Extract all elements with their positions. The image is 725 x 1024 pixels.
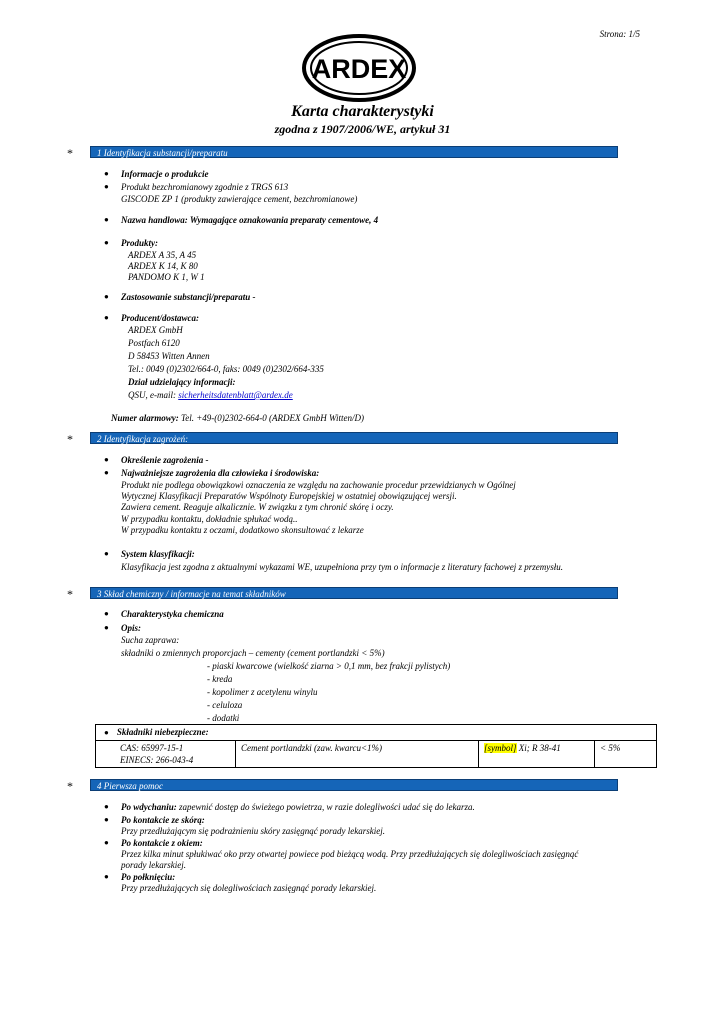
skin-contact-text: Przy przedłużającym się podrażnieniu skóry zasięgnąć porady lekarskiej. [121, 826, 385, 836]
classification-system-text: Klasyfikacja jest zgodna z aktualnymi wykazami WE, uzupełniona przy tym o informacje z literatury fachowej z przemysłu. [121, 562, 563, 572]
product-item: ARDEX K 14, K 80 [128, 261, 198, 271]
table-header: Składniki niebezpieczne: [116, 727, 209, 737]
eye-contact-line: Przez kilka minut spłukiwać oko przy otwartej powiece pod bieżącą wodą. Przy przedłużających się dolegliwościach zasięgnąć [121, 849, 579, 859]
alarm-label: Numer alarmowy: [111, 413, 179, 423]
product-item: ARDEX A 35, A 45 [128, 250, 197, 260]
skin-contact-label: Po kontakcie ze skórą: [121, 815, 205, 825]
section-1-heading: 1 Identyfikacja substancji/preparatu [90, 146, 618, 158]
hazard-line: Zawiera cement. Reaguje alkalicznie. W związku z tym chronić skórę i oczy. [121, 502, 394, 512]
swallowing-label: Po połknięciu: [121, 872, 176, 882]
hazard-line: W przypadku kontaktu, dokładnie spłukać wodą.. [121, 514, 298, 524]
document-subtitle: zgodna z 1907/2006/WE, artykuł 31 [274, 122, 451, 136]
dept-label: Dział udzielający informacji: [128, 377, 236, 387]
classification-value: Xi; R 38-41 [516, 743, 561, 753]
producer-label: Producent/dostawca: [121, 313, 199, 323]
eye-contact-label: Po kontakcie z okiem: [121, 838, 203, 848]
chemical-char-label: Charakterystyka chemiczna [121, 609, 224, 619]
hazard-symbol: [symbol] [484, 743, 517, 753]
email-line [128, 389, 293, 401]
component-item: - dodatki [207, 713, 240, 723]
classification-system-label: System klasyfikacji: [121, 549, 195, 559]
hazard-line: Wytycznej Klasyfikacji Preparatów Wspólnoty Europejskiej w ostatniej obowiązującej wersji. [121, 491, 457, 501]
alarm-line [111, 412, 364, 424]
bullet: ● [104, 728, 109, 737]
product-info-line: GISCODE ZP 1 (produkty zawierające cement, bezchromianowe) [121, 194, 358, 204]
producer-line: ARDEX GmbH [128, 325, 183, 335]
table-row [96, 741, 657, 768]
page-number: Strona: 1/5 [599, 29, 640, 39]
producer-line: Postfach 6120 [128, 338, 180, 348]
component-item: - piaski kwarcowe (wielkość ziarna > 0,1 mm, bez frakcji pylistych) [207, 661, 451, 671]
section-marker: * [67, 146, 73, 160]
inhalation-label: Po wdychaniu: [121, 802, 177, 812]
bullet: ● [104, 609, 109, 618]
hazardous-components-table [95, 724, 657, 768]
component-item: - celuloza [207, 700, 243, 710]
inhalation-line [121, 801, 475, 813]
bullet: ● [104, 238, 109, 247]
section-marker: * [67, 779, 73, 793]
bullet: ● [104, 802, 109, 811]
hazard-line: Produkt nie podlega obowiązkowi oznaczenia ze względu na zachowanie procedur przewidzianych w Ogólnej [121, 480, 516, 490]
product-info-line: Produkt bezchromianowy zgodnie z TRGS 613 [121, 182, 289, 192]
logo-text: ARDEX [311, 54, 407, 84]
alarm-value: Tel. +49-(0)2302-664-0 (ARDEX GmbH Witten/D) [178, 413, 364, 423]
component-item: - kreda [207, 674, 233, 684]
component-item: - kopolimer z acetylenu winylu [207, 687, 318, 697]
bullet: ● [104, 623, 109, 632]
description-line: składniki o zmiennych proporcjach – cementy (cement portlandzki < 5%) [121, 648, 385, 658]
eye-contact-line: porady lekarskiej. [121, 860, 186, 870]
ardex-logo [302, 34, 416, 102]
bullet: ● [104, 313, 109, 322]
product-item: PANDOMO K 1, W 1 [128, 272, 205, 282]
description-label: Opis: [121, 623, 141, 633]
description-line: Sucha zaprawa: [121, 635, 180, 645]
table-cell-classification [479, 741, 595, 768]
table-cell-ids [96, 741, 236, 768]
table-cell-name: Cement portlandzki (zaw. kwarcu<1%) [236, 741, 479, 768]
section-marker: * [67, 587, 73, 601]
bullet: ● [104, 549, 109, 558]
bullet: ● [104, 468, 109, 477]
einecs-number: EINECS: 266-043-4 [120, 755, 194, 765]
bullet: ● [104, 182, 109, 191]
section-3-heading: 3 Skład chemiczny / informacje na temat składników [90, 587, 618, 599]
hazard-label: Określenie zagrożenia - [121, 455, 209, 465]
bullet: ● [104, 838, 109, 847]
email-prefix: QSU, e-mail: [128, 390, 179, 400]
table-cell-amount: < 5% [595, 741, 657, 768]
producer-line: D 58453 Witten Annen [128, 351, 210, 361]
bullet: ● [104, 292, 109, 301]
bullet: ● [104, 872, 109, 881]
cas-number: CAS: 65997-15-1 [120, 743, 184, 753]
hazard-line: W przypadku kontaktu z oczami, dodatkowo skonsultować z lekarze [121, 525, 364, 535]
section-2-heading: 2 Identyfikacja zagrożeń: [90, 432, 618, 444]
bullet: ● [104, 815, 109, 824]
producer-line: Tel.: 0049 (0)2302/664-0, faks: 0049 (0)2302/664-335 [128, 364, 324, 374]
main-hazards-label: Najważniejsze zagrożenia dla człowieka i środowiska: [121, 468, 320, 478]
use-label: Zastosowanie substancji/preparatu - [121, 292, 256, 302]
trade-name: Nazwa handlowa: Wymagające oznakowania preparaty cementowe, 4 [121, 215, 379, 225]
document-title: Karta charakterystyki [291, 103, 434, 120]
bullet: ● [104, 455, 109, 464]
swallowing-text: Przy przedłużających się dolegliwościach zasięgnąć porady lekarskiej. [121, 883, 377, 893]
bullet: ● [104, 169, 109, 178]
section-marker: * [67, 432, 73, 446]
product-info-label: Informacje o produkcie [121, 169, 209, 179]
email-link[interactable]: sicherheitsdatenblatt@ardex.de [178, 390, 293, 400]
inhalation-text: zapewnić dostęp do świeżego powietrza, w razie dolegliwości udać się do lekarza. [176, 802, 475, 812]
table-header-cell [96, 725, 657, 741]
products-label: Produkty: [121, 238, 158, 248]
section-4-heading: 4 Pierwsza pomoc [90, 779, 618, 791]
table-row [96, 725, 657, 741]
bullet: ● [104, 215, 109, 224]
